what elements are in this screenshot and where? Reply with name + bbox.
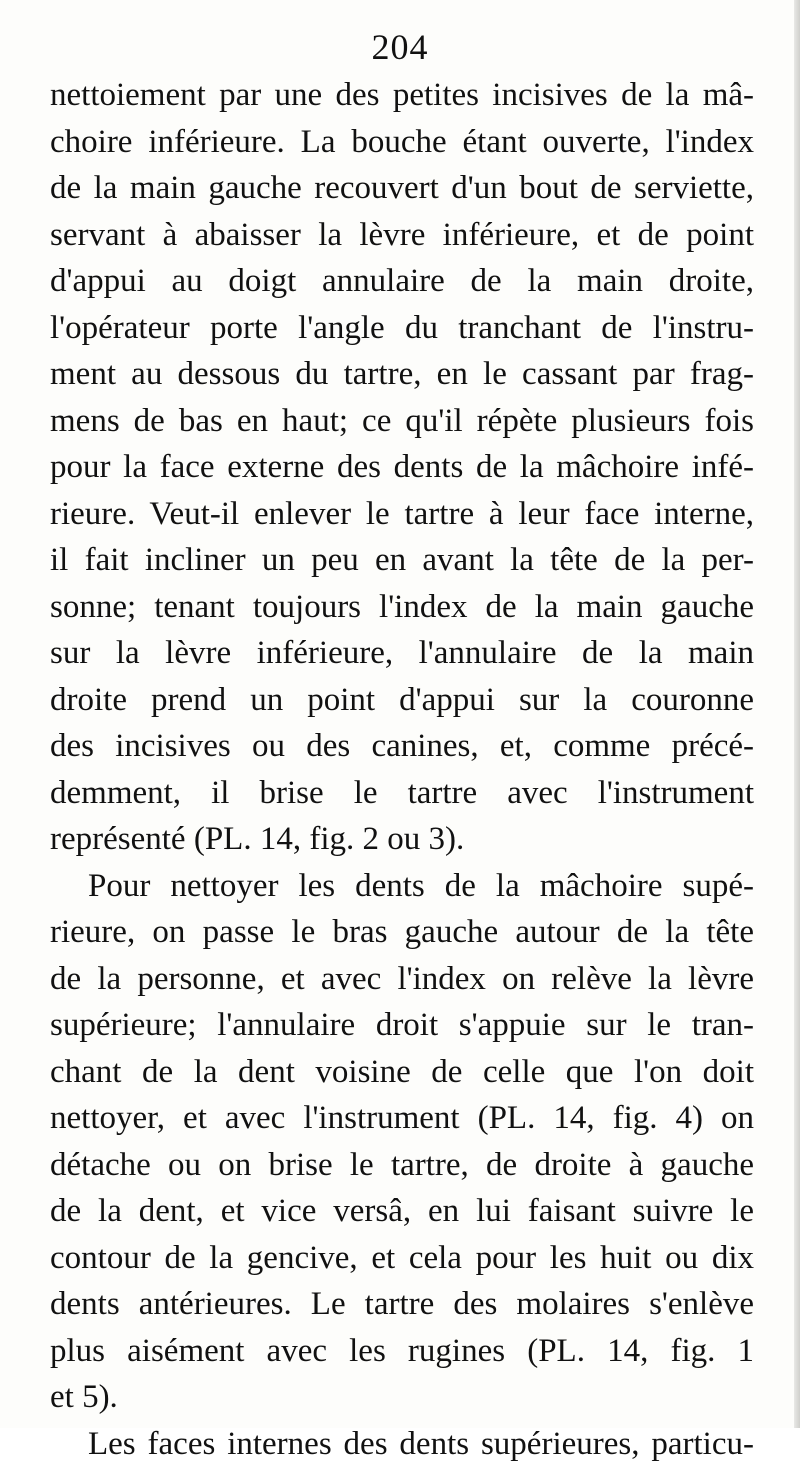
text-line: rieure, on passe le bras gauche autour de la tête: [50, 909, 754, 956]
text-line: servant à abaisser la lèvre inférieure, et de point: [50, 212, 754, 259]
text-line: sur la lèvre inférieure, l'annulaire de la main: [50, 630, 754, 677]
text-line: dents antérieures. Le tartre des molaires s'enlève: [50, 1281, 754, 1328]
text-line: représenté (PL. 14, fig. 2 ou 3).: [50, 816, 754, 863]
text-line: supérieure; l'annulaire droit s'appuie sur le tran-: [50, 1002, 754, 1049]
text-line: nettoyer, et avec l'instrument (PL. 14, fig. 4) on: [50, 1095, 754, 1142]
text-line: plus aisément avec les rugines (PL. 14, fig. 1: [50, 1328, 754, 1375]
paragraph-start-line: Les faces internes des dents supérieures, particu-: [50, 1421, 754, 1467]
text-line: mens de bas en haut; ce qu'il répète plusieurs fois: [50, 398, 754, 445]
text-line: sonne; tenant toujours l'index de la main gauche: [50, 584, 754, 631]
text-line: et 5).: [50, 1374, 754, 1421]
text-line: l'opérateur porte l'angle du tranchant de l'instru-: [50, 305, 754, 352]
text-line: droite prend un point d'appui sur la couronne: [50, 677, 754, 724]
page-edge-shadow: [794, 0, 800, 1428]
text-line: chant de la dent voisine de celle que l'on doit: [50, 1049, 754, 1096]
body-text: [50, 72, 754, 1467]
text-line: pour la face externe des dents de la mâchoire infé-: [50, 444, 754, 491]
text-line: nettoiement par une des petites incisives de la mâ-: [50, 72, 754, 119]
text-line: de la dent, et vice versâ, en lui faisant suivre le: [50, 1188, 754, 1235]
text-line: contour de la gencive, et cela pour les huit ou dix: [50, 1235, 754, 1282]
text-line: demment, il brise le tartre avec l'instrument: [50, 770, 754, 817]
text-line: de la personne, et avec l'index on relève la lèvre: [50, 956, 754, 1003]
page-number: 204: [0, 22, 800, 72]
text-line: choire inférieure. La bouche étant ouverte, l'index: [50, 119, 754, 166]
text-line: de la main gauche recouvert d'un bout de serviette,: [50, 165, 754, 212]
text-line: il fait incliner un peu en avant la tête de la per-: [50, 537, 754, 584]
text-line: rieure. Veut-il enlever le tartre à leur face interne,: [50, 491, 754, 538]
paragraph-start-line: Pour nettoyer les dents de la mâchoire supé-: [50, 863, 754, 910]
text-line: des incisives ou des canines, et, comme précé-: [50, 723, 754, 770]
text-line: ment au dessous du tartre, en le cassant par frag-: [50, 351, 754, 398]
text-line: d'appui au doigt annulaire de la main droite,: [50, 258, 754, 305]
text-line: détache ou on brise le tartre, de droite à gauche: [50, 1142, 754, 1189]
